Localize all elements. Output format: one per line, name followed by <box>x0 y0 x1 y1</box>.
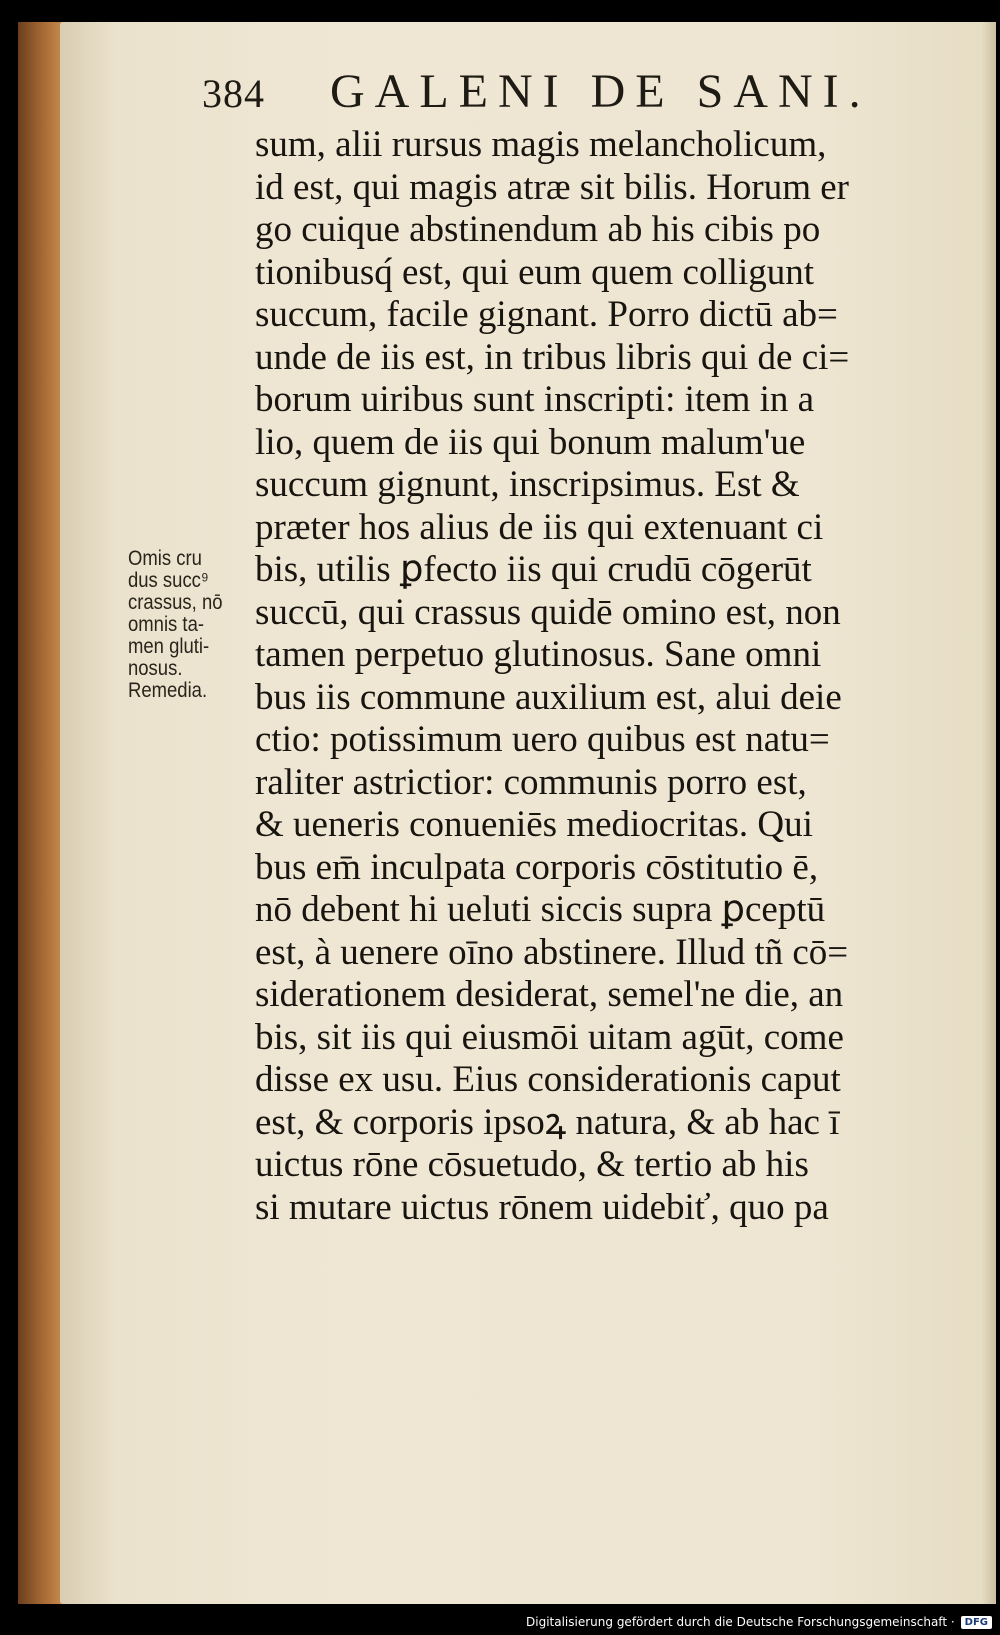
text-line: go cuique abstinendum ab his cibis po <box>255 209 821 250</box>
text-line: succum, facile gignant. Porro dictū ab= <box>255 294 838 335</box>
text-line: bis, utilis ꝑfecto iis qui crudū cōgerūt <box>255 549 812 590</box>
text-line: uictus rōne cōsuetudo, & tertio ab his <box>255 1144 809 1185</box>
margin-note-line: crassus, nō <box>128 591 223 614</box>
text-line: nō debent hi ueluti siccis supra ꝑceptū <box>255 889 826 930</box>
text-line: bus em̄ inculpata corporis cōstitutio ē, <box>255 846 819 888</box>
text-line: raliter astrictior: communis porro est, <box>255 761 807 803</box>
text-line: unde de iis est, in tribus libris qui de ci= <box>255 336 850 378</box>
text-line: si mutare uictus rōnem uidebiť, quo pa <box>255 1186 829 1228</box>
text-line: succum gignunt, inscripsimus. Est & <box>255 464 800 505</box>
margin-note-line: Remedia. <box>128 679 208 702</box>
text-line: sum, alii rursus magis melancholicum, <box>255 124 827 165</box>
text-line: lio, quem de iis qui bonum malum'ue <box>255 421 806 463</box>
dfg-logo: DFG <box>961 1616 992 1629</box>
text-line: tamen perpetuo glutinosus. Sane omni <box>255 634 822 675</box>
margin-note-line: nosus. <box>128 657 183 680</box>
text-line: borum uiribus sunt inscripti: item in a <box>255 379 815 420</box>
text-line: id est, qui magis atræ sit bilis. Horum er <box>255 166 850 208</box>
margin-note-line: omnis ta- <box>128 613 204 636</box>
text-line: disse ex usu. Eius considerationis caput <box>255 1059 841 1100</box>
margin-note-line: men gluti- <box>128 635 210 658</box>
page-edge <box>982 22 996 1604</box>
text-line: præter hos alius de iis qui extenuant ci <box>255 506 824 548</box>
text-line: tionibusq́ est, qui eum quem colligunt <box>255 251 815 293</box>
margin-note-line: dus succ⁹ <box>128 569 209 592</box>
page-number: 384 <box>202 71 265 116</box>
text-line: est, à uenere oīno abstinere. Illud tñ cō= <box>255 931 849 973</box>
text-line: bis, sit iis qui eiusmōi uitam agūt, come <box>255 1016 844 1058</box>
running-head: GALENI DE SANI. <box>330 65 871 118</box>
text-line: siderationem desiderat, semel'ne die, an <box>255 974 844 1015</box>
text-line: bus iis commune auxilium est, alui deie <box>255 676 842 718</box>
digitization-note: Digitalisierung gefördert durch die Deutsche Forschungsgemeinschaft · <box>526 1615 955 1629</box>
digitization-footer <box>526 1615 992 1629</box>
text-line: & ueneris conueniēs mediocritas. Qui <box>255 804 813 845</box>
text-line: est, & corporis ipsoꝝ natura, & ab hac ī <box>255 1101 840 1143</box>
text-line: succū, qui crassus quidē omino est, non <box>255 591 841 633</box>
body-text <box>255 124 905 1229</box>
text-line: ctio: potissimum uero quibus est natu= <box>255 719 830 760</box>
margin-note-line: Omis cru <box>128 547 202 570</box>
